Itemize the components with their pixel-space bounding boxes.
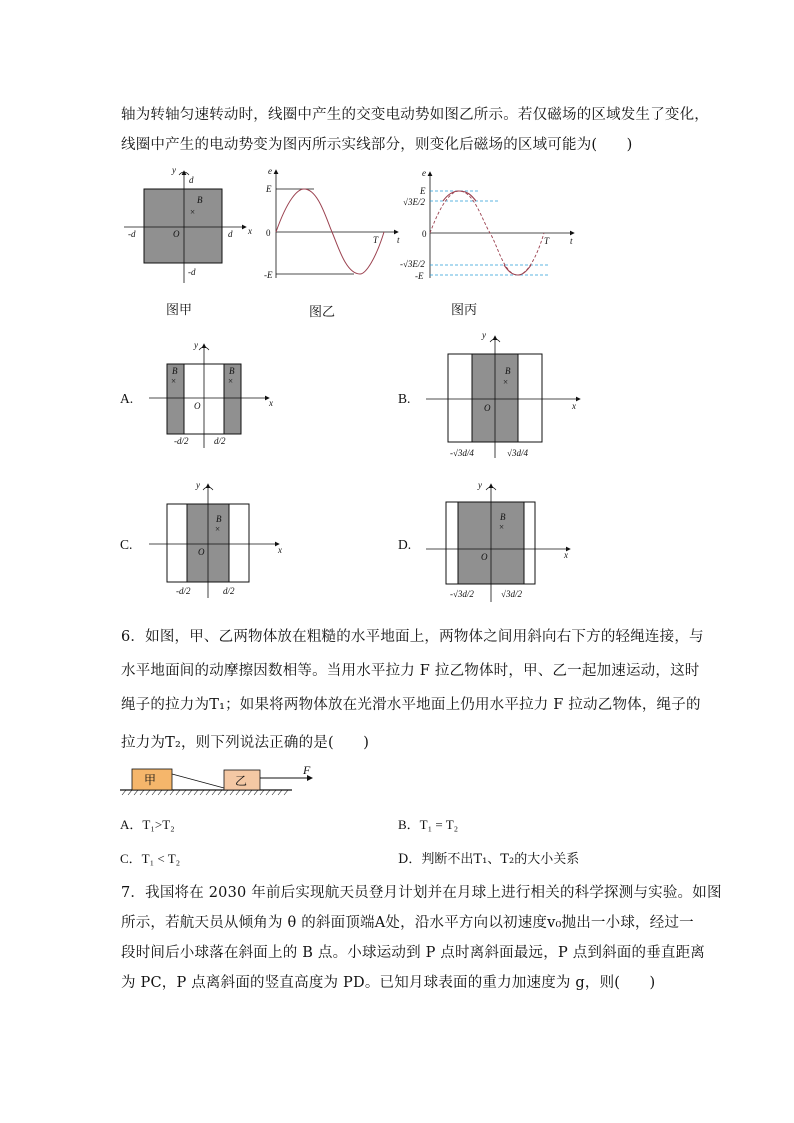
origin-label: O xyxy=(194,401,201,411)
left-bound-label: -√3d/4 xyxy=(450,448,474,458)
caption-jia: 图甲 xyxy=(166,303,193,318)
left-bound-label: -d/2 xyxy=(176,586,191,596)
e-axis-label: e xyxy=(268,166,272,176)
rope xyxy=(172,774,224,788)
d-bottom-label: -d xyxy=(188,267,196,277)
option-a-figure xyxy=(145,340,280,452)
d-left-label: -d xyxy=(128,229,136,239)
option-d-figure xyxy=(420,480,580,602)
cross-icon: × xyxy=(503,377,509,387)
sine-solid-bottom xyxy=(504,265,531,275)
b-label: B xyxy=(197,195,203,205)
d-right-label: d xyxy=(228,229,233,239)
y-axis-label: y xyxy=(478,480,482,490)
neg-r3e2-label: -√3E/2 xyxy=(400,259,425,269)
zero-label: 0 xyxy=(266,228,271,238)
origin-label: O xyxy=(481,552,488,562)
cross-icon: × xyxy=(190,207,196,217)
r3e2-label: √3E/2 xyxy=(403,197,425,207)
zero-label: 0 xyxy=(422,229,427,239)
left-bound-label: -d/2 xyxy=(174,436,189,446)
e-max-label: E xyxy=(420,186,426,196)
t-axis-label: t xyxy=(397,235,400,245)
block-yi-label: 乙 xyxy=(235,774,248,788)
y-axis-label: y xyxy=(172,165,176,175)
cross-icon: × xyxy=(215,524,221,534)
q7-line-3: 段时间后小球落在斜面上的 B 点。小球运动到 P 点时离斜面最远，P 点到斜面的垂直距离 xyxy=(121,945,706,961)
q6-text xyxy=(121,620,704,760)
x-axis-label: x xyxy=(564,550,568,560)
force-label: F xyxy=(303,763,311,777)
option-b-label: B. xyxy=(398,391,411,406)
figure-bing xyxy=(398,170,578,282)
q6-line-2: 水平地面间的动摩擦因数相等。当用水平拉力 F 拉乙物体时，甲、乙一起加速运动，这时 xyxy=(121,663,700,679)
cross-icon: × xyxy=(171,376,177,386)
b-label: B xyxy=(216,514,222,524)
y-axis-label: y xyxy=(482,330,486,340)
q7-line-4: 为 PC，P 点离斜面的竖直高度为 PD。已知月球表面的重力加速度为 g，则( ) xyxy=(121,975,656,991)
q6-answer-c: C．T₁ < T₂ xyxy=(120,851,181,866)
b-label: B xyxy=(500,512,506,522)
q5-line-1: 轴为转轴匀速转动时，线圈中产生的交变电动势如图乙所示。若仅磁场的区域发生了变化， xyxy=(121,107,709,123)
left-bound-label: -√3d/2 xyxy=(450,589,474,599)
block-jia-label: 甲 xyxy=(144,773,157,787)
q6-answer-d: D．判断不出T₁、T₂的大小关系 xyxy=(398,852,580,867)
caption-yi: 图乙 xyxy=(309,305,336,320)
b-label: B xyxy=(229,366,235,376)
caption-bing: 图丙 xyxy=(451,303,478,318)
sine-curve xyxy=(276,189,384,274)
q7-line-1: 7．我国将在 2030 年前后实现航天员登月计划并在月球上进行相关的科学探测与实验。如图 xyxy=(121,885,722,901)
q6-figure xyxy=(120,762,320,798)
field-region xyxy=(144,189,222,263)
period-label: T xyxy=(544,236,550,246)
y-axis-label: y xyxy=(196,480,200,490)
e-min-label: -E xyxy=(415,271,424,281)
cross-icon: × xyxy=(228,376,234,386)
e-max-label: E xyxy=(266,184,272,194)
figure-jia xyxy=(118,165,258,290)
x-axis-label: x xyxy=(572,401,576,411)
option-b-figure xyxy=(420,332,585,462)
q5-line-2: 线圈中产生的电动势变为图丙所示实线部分，则变化后磁场的区域可能为( ) xyxy=(121,137,633,153)
cross-icon: × xyxy=(499,522,505,532)
q6-line-3: 绳子的拉力为T₁；如果将两物体放在光滑水平地面上仍用水平拉力 F 拉动乙物体，绳子的 xyxy=(121,697,701,713)
x-axis-label: x xyxy=(278,545,282,555)
right-bound-label: d/2 xyxy=(214,436,226,446)
figure-yi xyxy=(258,168,408,283)
t-axis-label: t xyxy=(570,236,573,246)
option-c-figure xyxy=(145,480,290,602)
q7-text xyxy=(121,878,722,998)
sine-solid-top xyxy=(443,191,476,201)
q5-text xyxy=(121,100,709,160)
origin-label: O xyxy=(198,547,205,557)
q6-answer-a: A．T₁>T₂ xyxy=(120,817,175,832)
option-c-label: C. xyxy=(120,537,133,552)
right-bound-label: d/2 xyxy=(223,586,235,596)
right-bound-label: √3d/2 xyxy=(501,589,522,599)
ground-hatch xyxy=(122,790,288,795)
b-label: B xyxy=(172,366,178,376)
option-d-label: D. xyxy=(398,537,412,552)
origin-label: O xyxy=(484,403,491,413)
period-label: T xyxy=(373,235,379,245)
b-label: B xyxy=(505,366,511,376)
q6-line-4: 拉力为T₂，则下列说法正确的是( ) xyxy=(121,735,370,751)
y-axis-label: y xyxy=(194,340,198,350)
d-top-label: d xyxy=(189,175,194,185)
q6-answer-b: B．T₁ = T₂ xyxy=(398,817,459,832)
x-axis-label: x xyxy=(248,226,252,236)
origin-label: O xyxy=(173,229,180,239)
q7-line-2: 所示，若航天员从倾角为 θ 的斜面顶端A处，沿水平方向以初速度v₀抛出一小球，经过一 xyxy=(121,915,694,931)
e-axis-label: e xyxy=(422,168,426,178)
option-a-label: A. xyxy=(120,391,134,406)
q6-line-1: 6．如图，甲、乙两物体放在粗糙的水平地面上，两物体之间用斜向右下方的轻绳连接，与 xyxy=(121,629,704,645)
e-min-label: -E xyxy=(264,270,273,280)
right-bound-label: √3d/4 xyxy=(507,448,528,458)
x-axis-label: x xyxy=(269,398,273,408)
